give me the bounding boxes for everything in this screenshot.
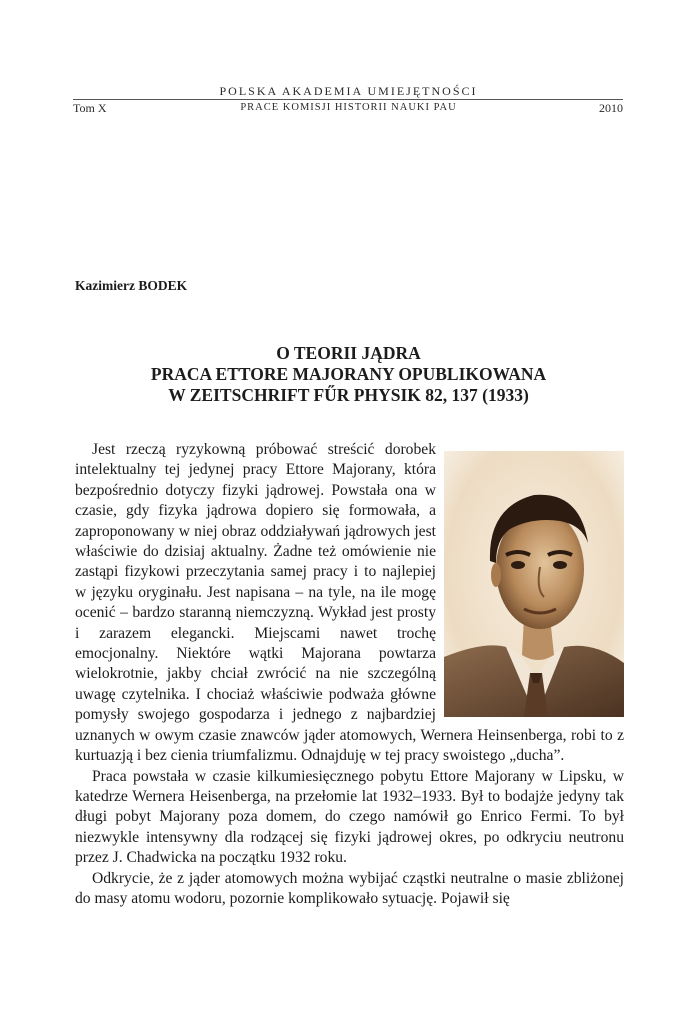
title-line: W ZEITSCHRIFT FŰR PHYSIK 82, 137 (1933) [168,385,529,405]
paragraph: Odkrycie, że z jąder atomowych można wybijać cząstki neutralne o masie zbliżonej do masy atomu wodoru, pozornie komplikowało sytuację. Pojawił się [75,869,624,907]
publisher-name: POLSKA AKADEMIA UMIEJĘTNOŚCI [219,84,478,98]
paragraph: Jest rzeczą ryzykowną próbować streścić dorobek intelektualny tej jedynej pracy Ettore Majorany, która bezpośrednio dotyczy fizyki jądrowej. Powstała ona w czasie, gdy fizyka jądrowa dopiero się formowała, a zaproponowany w niej obraz oddziaływań jądrowych jest właściwie do dzisiaj aktualny. Żadne też omówienie nie zastąpi fizykowi przeczytania samej pracy i to najlepiej w języku oryginału. Jest napisana – na tyle, na ile mogę ocenić – bardzo staranną niemczyzną. Wykład jest prosty i zarazem elegancki. Miejscami nawet trochę emocjonalny. Niektóre wątki Majorana powtarza wielokrotnie, jakby chciał zwrócić na nie szczególną uwagę czytelnika. I chociaż właściwie podważa główne pomysły swojego gospodarza i jednego z najbardziej uznanych w owym czasie znawców jąder atomowych, Wernera Heinsenberga, robi to z kurtuazją i bez cienia triumfalizmu. Odnajduję w tej pracy swoistego „ducha”. [75,441,624,765]
author-portrait-photo [444,451,624,717]
paragraph: Praca powstała w czasie kilkumiesięcznego pobytu Ettore Majorany w Lipsku, w katedrze Wernera Heisenberga, na przełomie lat 1932–1933. Był to bodajże jedyny tak długi pobyt Majorany poza domem, do czego namówił go Enrico Fermi. To był niezwykle intensywny dla rodzącej się fizyki jądrowej okres, po odkryciu neutronu przez J. Chadwicka na początku 1932 roku. [75,767,624,867]
volume-label: Tom X [73,101,107,115]
publication-year: 2010 [599,101,623,115]
series-name: PRACE KOMISJI HISTORII NAUKI PAU [240,102,457,113]
header-rule [73,99,623,100]
title-line: O TEORII JĄDRA [276,343,421,363]
article-body [75,440,624,909]
author-name: Kazimierz BODEK [75,278,188,293]
title-line: PRACA ETTORE MAJORANY OPUBLIKOWANA [150,364,547,384]
article-title [0,343,697,406]
